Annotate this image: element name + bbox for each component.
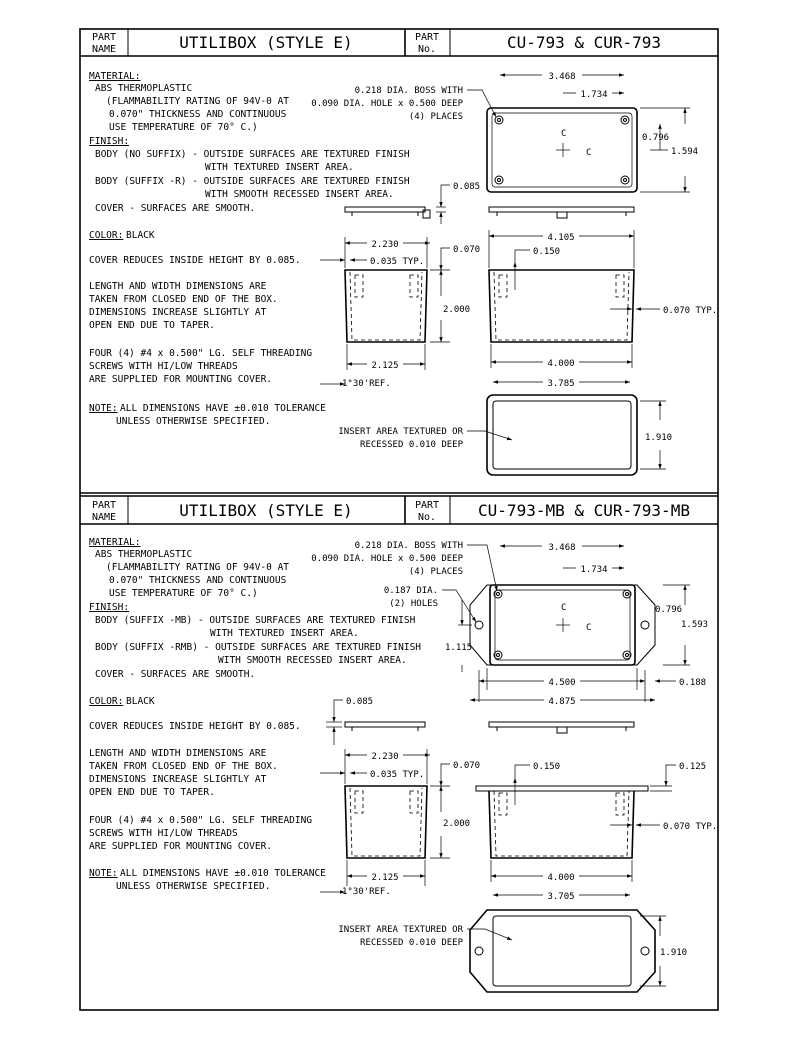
svg-text:0.796: 0.796 — [655, 605, 683, 615]
svg-text:0.070: 0.070 — [453, 761, 481, 771]
material-heading: MATERIAL: — [89, 71, 141, 82]
svg-text:2.230: 2.230 — [371, 752, 399, 762]
svg-text:C: C — [586, 623, 592, 633]
svg-text:PART: PART — [91, 500, 117, 511]
svg-text:TAKEN FROM CLOSED END OF THE B: TAKEN FROM CLOSED END OF THE BOX. — [89, 294, 278, 305]
svg-text:0.150: 0.150 — [533, 247, 561, 257]
color-heading: COLOR: — [89, 230, 124, 241]
svg-text:2.125: 2.125 — [371, 873, 399, 883]
svg-text:NAME: NAME — [91, 44, 117, 55]
part-no-value-2: CU-793-MB & CUR-793-MB — [478, 501, 690, 520]
svg-text:0.085: 0.085 — [346, 697, 374, 707]
svg-text:DIMENSIONS INCREASE SLIGHTLY A: DIMENSIONS INCREASE SLIGHTLY AT — [89, 307, 267, 318]
svg-text:4.500: 4.500 — [548, 678, 576, 688]
svg-text:C: C — [561, 603, 567, 613]
svg-text:2.000: 2.000 — [443, 819, 471, 829]
svg-text:1.734: 1.734 — [580, 90, 608, 100]
svg-text:ABS THERMOPLASTIC: ABS THERMOPLASTIC — [95, 549, 193, 560]
svg-text:2.125: 2.125 — [371, 361, 399, 371]
svg-text:RECESSED 0.010 DEEP: RECESSED 0.010 DEEP — [360, 938, 463, 948]
bottom-view-2 — [338, 910, 687, 992]
svg-text:UNLESS OTHERWISE SPECIFIED.: UNLESS OTHERWISE SPECIFIED. — [116, 416, 271, 427]
svg-text:1.910: 1.910 — [660, 948, 688, 958]
svg-text:0.125: 0.125 — [679, 762, 707, 772]
part-no-value: CU-793 & CUR-793 — [506, 33, 662, 52]
svg-text:NOTE:: NOTE: — [89, 868, 118, 879]
svg-text:0.218 DIA. BOSS WITH: 0.218 DIA. BOSS WITH — [354, 86, 463, 96]
svg-text:BODY (NO SUFFIX) - OUTSIDE SUR: BODY (NO SUFFIX) - OUTSIDE SURFACES ARE TEXTURED FINISH — [95, 149, 410, 160]
side-view-2 — [320, 749, 480, 897]
part-name-value: UTILIBOX (STYLE E) — [179, 33, 353, 52]
svg-text:RECESSED 0.010 DEEP: RECESSED 0.010 DEEP — [360, 440, 463, 450]
svg-text:COVER REDUCES INSIDE HEIGHT BY: COVER REDUCES INSIDE HEIGHT BY 0.085. — [89, 255, 301, 266]
svg-text:4.000: 4.000 — [547, 359, 575, 369]
svg-text:WITH SMOOTH RECESSED INSERT AR: WITH SMOOTH RECESSED INSERT AREA. — [205, 189, 394, 200]
svg-text:No.: No. — [417, 512, 437, 523]
note-heading: NOTE: — [89, 403, 118, 414]
front-view-2 — [476, 762, 717, 902]
svg-text:SCREWS WITH HI/LOW THREADS: SCREWS WITH HI/LOW THREADS — [89, 828, 238, 839]
svg-text:0.070 TYP.: 0.070 TYP. — [663, 822, 718, 832]
svg-text:0.035 TYP.: 0.035 TYP. — [370, 257, 425, 267]
svg-text:FOUR (4) #4 x 0.500" LG. SELF: FOUR (4) #4 x 0.500" LG. SELF THREADING — [89, 815, 313, 826]
svg-text:USE TEMPERATURE OF 70° C.): USE TEMPERATURE OF 70° C.) — [109, 588, 258, 599]
svg-text:(FLAMMABILITY RATING OF 94V-0: (FLAMMABILITY RATING OF 94V-0 AT — [106, 96, 290, 107]
side-view — [320, 237, 480, 389]
svg-text:WITH TEXTURED INSERT AREA.: WITH TEXTURED INSERT AREA. — [205, 162, 354, 173]
cover-views-2 — [326, 697, 634, 745]
svg-text:1°30'REF.: 1°30'REF. — [342, 379, 391, 389]
svg-text:TAKEN FROM CLOSED END OF THE B: TAKEN FROM CLOSED END OF THE BOX. — [89, 761, 278, 772]
svg-text:2.000: 2.000 — [443, 305, 471, 315]
bottom-view — [338, 395, 672, 475]
svg-text:0.796: 0.796 — [642, 133, 670, 143]
sheet-2 — [80, 496, 718, 992]
top-view — [311, 69, 698, 192]
svg-text:NAME: NAME — [91, 512, 117, 523]
svg-text:COVER - SURFACES ARE SMOOTH.: COVER - SURFACES ARE SMOOTH. — [95, 669, 256, 680]
svg-text:C: C — [561, 129, 567, 139]
svg-text:4.000: 4.000 — [547, 873, 575, 883]
svg-text:BODY (SUFFIX -RMB) - OUTSIDE S: BODY (SUFFIX -RMB) - OUTSIDE SURFACES ARE TEXTURED FINISH — [95, 642, 422, 653]
title-block-2 — [80, 496, 718, 524]
svg-text:1.593: 1.593 — [681, 620, 709, 630]
svg-text:1.910: 1.910 — [645, 433, 673, 443]
sheet-1 — [80, 29, 718, 475]
svg-text:BODY (SUFFIX -MB) - OUTSIDE SU: BODY (SUFFIX -MB) - OUTSIDE SURFACES ARE TEXTURED FINISH — [95, 615, 416, 626]
svg-text:OPEN END DUE TO TAPER.: OPEN END DUE TO TAPER. — [89, 320, 215, 331]
svg-text:No.: No. — [417, 44, 437, 55]
svg-text:LENGTH AND WIDTH DIMENSIONS AR: LENGTH AND WIDTH DIMENSIONS ARE — [89, 281, 267, 292]
title-block — [80, 29, 718, 56]
svg-text:(4) PLACES: (4) PLACES — [408, 567, 463, 577]
svg-text:PART: PART — [414, 500, 440, 511]
svg-text:OPEN END DUE TO TAPER.: OPEN END DUE TO TAPER. — [89, 787, 215, 798]
svg-text:1.115: 1.115 — [445, 643, 473, 653]
svg-text:3.468: 3.468 — [548, 543, 576, 553]
svg-text:ALL DIMENSIONS HAVE ±0.010 TOL: ALL DIMENSIONS HAVE ±0.010 TOLERANCE — [120, 868, 326, 879]
svg-text:0.187 DIA.: 0.187 DIA. — [383, 586, 438, 596]
svg-text:COVER REDUCES INSIDE HEIGHT BY: COVER REDUCES INSIDE HEIGHT BY 0.085. — [89, 721, 301, 732]
notes-block-2 — [89, 537, 421, 892]
front-view — [489, 230, 717, 389]
svg-text:0.218 DIA. BOSS WITH: 0.218 DIA. BOSS WITH — [354, 541, 463, 551]
svg-text:FOUR (4) #4 x 0.500" LG. SELF: FOUR (4) #4 x 0.500" LG. SELF THREADING — [89, 348, 313, 359]
svg-text:BODY (SUFFIX -R) - OUTSIDE SUR: BODY (SUFFIX -R) - OUTSIDE SURFACES ARE TEXTURED FINISH — [95, 176, 410, 187]
svg-text:WITH SMOOTH RECESSED INSERT AR: WITH SMOOTH RECESSED INSERT AREA. — [218, 655, 407, 666]
svg-text:4.875: 4.875 — [548, 697, 576, 707]
svg-text:(4) PLACES: (4) PLACES — [408, 112, 463, 122]
svg-text:(2) HOLES: (2) HOLES — [389, 599, 438, 609]
svg-text:LENGTH AND WIDTH DIMENSIONS AR: LENGTH AND WIDTH DIMENSIONS ARE — [89, 748, 267, 759]
svg-text:4.105: 4.105 — [547, 233, 575, 243]
svg-text:ARE SUPPLIED FOR MOUNTING COVE: ARE SUPPLIED FOR MOUNTING COVER. — [89, 374, 273, 385]
svg-text:SCREWS WITH HI/LOW THREADS: SCREWS WITH HI/LOW THREADS — [89, 361, 238, 372]
svg-text:0.070: 0.070 — [453, 245, 481, 255]
svg-text:0.070 TYP.: 0.070 TYP. — [663, 306, 718, 316]
svg-text:0.070" THICKNESS AND CONTINUOU: 0.070" THICKNESS AND CONTINUOUS — [109, 575, 287, 586]
svg-text:3.785: 3.785 — [547, 379, 575, 389]
svg-text:0.085: 0.085 — [453, 182, 481, 192]
svg-text:COLOR:: COLOR: — [89, 696, 124, 707]
svg-text:FINISH:: FINISH: — [89, 602, 130, 613]
svg-text:3.705: 3.705 — [547, 892, 575, 902]
svg-text:2.230: 2.230 — [371, 240, 399, 250]
svg-text:1.594: 1.594 — [671, 147, 699, 157]
svg-text:WITH TEXTURED INSERT AREA.: WITH TEXTURED INSERT AREA. — [210, 628, 359, 639]
svg-text:0.035 TYP.: 0.035 TYP. — [370, 770, 425, 780]
svg-text:0.070" THICKNESS AND CONTINUOU: 0.070" THICKNESS AND CONTINUOUS — [109, 109, 287, 120]
part-name-label: PART — [91, 32, 117, 43]
svg-text:(FLAMMABILITY RATING OF 94V-0: (FLAMMABILITY RATING OF 94V-0 AT — [106, 562, 290, 573]
svg-text:1.734: 1.734 — [580, 565, 608, 575]
svg-text:BLACK: BLACK — [126, 230, 155, 241]
svg-text:DIMENSIONS INCREASE SLIGHTLY A: DIMENSIONS INCREASE SLIGHTLY AT — [89, 774, 267, 785]
svg-text:3.468: 3.468 — [548, 72, 576, 82]
svg-text:UNLESS OTHERWISE SPECIFIED.: UNLESS OTHERWISE SPECIFIED. — [116, 881, 271, 892]
svg-text:0.150: 0.150 — [533, 762, 561, 772]
part-name-value-2: UTILIBOX (STYLE E) — [179, 501, 353, 520]
svg-text:0.188: 0.188 — [679, 678, 707, 688]
svg-text:ARE SUPPLIED FOR MOUNTING COVE: ARE SUPPLIED FOR MOUNTING COVER. — [89, 841, 273, 852]
svg-text:INSERT AREA TEXTURED OR: INSERT AREA TEXTURED OR — [338, 427, 463, 437]
finish-heading: FINISH: — [89, 136, 130, 147]
svg-text:BLACK: BLACK — [126, 696, 155, 707]
svg-text:INSERT AREA TEXTURED OR: INSERT AREA TEXTURED OR — [338, 925, 463, 935]
svg-text:0.090 DIA. HOLE x 0.500 DEEP: 0.090 DIA. HOLE x 0.500 DEEP — [311, 99, 463, 109]
svg-text:1°30'REF.: 1°30'REF. — [342, 887, 391, 897]
svg-text:C: C — [586, 148, 592, 158]
svg-text:COVER - SURFACES ARE SMOOTH.: COVER - SURFACES ARE SMOOTH. — [95, 203, 256, 214]
svg-text:ALL DIMENSIONS HAVE ±0.010 TOL: ALL DIMENSIONS HAVE ±0.010 TOLERANCE — [120, 403, 326, 414]
notes-block — [89, 71, 410, 427]
svg-text:USE TEMPERATURE OF 70° C.): USE TEMPERATURE OF 70° C.) — [109, 122, 258, 133]
svg-text:0.090 DIA. HOLE x 0.500 DEEP: 0.090 DIA. HOLE x 0.500 DEEP — [311, 554, 463, 564]
part-no-label: PART — [414, 32, 440, 43]
svg-text:ABS THERMOPLASTIC: ABS THERMOPLASTIC — [95, 83, 193, 94]
svg-text:MATERIAL:: MATERIAL: — [89, 537, 141, 548]
